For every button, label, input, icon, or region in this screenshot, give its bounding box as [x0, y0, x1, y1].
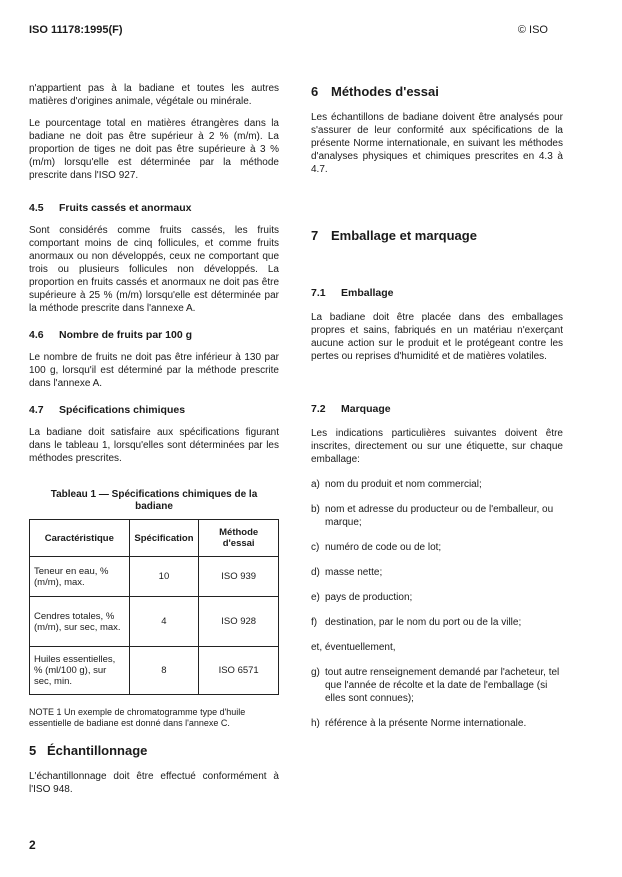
paragraph: La badiane doit satisfaire aux spécifications figurant dans le tableau 1, lorsqu'elles sont déterminées par les méthodes prescrites. — [29, 427, 279, 464]
section-heading-4-7: 4.7 Spécifications chimiques — [29, 404, 186, 416]
paragraph: Les échantillons de badiane doivent être analysés pour s'assurer de leur conformité aux spécifications de la présente Norme internationale, en suivant les méthodes d'analyses physiques et chimiques prescrites en 4.3 à 4.7. — [311, 112, 563, 175]
table-row — [30, 597, 279, 647]
marking-list — [311, 478, 563, 730]
copyright-mark: © ISO — [517, 24, 548, 36]
table-header-cell: Spécification — [129, 520, 199, 557]
table-header-row — [30, 520, 279, 557]
paragraph: et, éventuellement, — [311, 642, 396, 653]
list-item: f) destination, par le nom du port ou de la ville; — [311, 617, 522, 628]
section-heading-4-6: 4.6 Nombre de fruits par 100 g — [29, 329, 193, 341]
table-cell: Teneur en eau, % (m/m), max. — [30, 557, 130, 597]
table-header-cell: Méthode d'essai — [199, 520, 279, 557]
spec-table — [29, 519, 279, 695]
paragraph: Sont considérés comme fruits cassés, les fruits comportant moins de cinq follicules, et comme fruits anormaux ou non développés, ceux ne comportant que trois ou plusieurs follicules non développés. La proportion en fruits cassés et anormaux ne doit pas être supérieure à 25 % (m/m) lorsqu'elle est déterminée par la méthode prescrite dans l'annexe A. — [29, 225, 279, 314]
document-id: ISO 11178:1995(F) — [29, 24, 123, 36]
list-item: b) nom et adresse du producteur ou de l'emballeur, ou marque; — [311, 504, 554, 528]
table-cell: Cendres totales, % (m/m), sur sec, max. — [30, 597, 130, 647]
table-cell: Huiles essentielles, % (ml/100 g), sur sec, min. — [30, 647, 130, 695]
paragraph: Les indications particulières suivantes doivent être inscrites, directement ou sur une étiquette, sur chaque emballage: — [311, 428, 563, 465]
list-item: a) nom du produit et nom commercial; — [311, 479, 482, 490]
paragraph: Le nombre de fruits ne doit pas être inférieur à 130 par 100 g, lorsqu'il est déterminé par la méthode prescrite dans l'annexe A. — [29, 352, 279, 389]
right-column — [311, 82, 563, 730]
table-row — [30, 647, 279, 695]
section-heading-6: 6 Méthodes d'essai — [311, 84, 439, 99]
section-heading-7-1: 7.1 Emballage — [311, 287, 394, 299]
paragraph: La badiane doit être placée dans des emballages propres et sains, fabriqués en un matériau n'exerçant aucune action sur le produit et le protégeant contre les pertes ou reprises d'humidité et de matières volatiles. — [311, 312, 563, 362]
list-item: g) tout autre renseignement demandé par l'acheteur, tel que l'année de récolte et la date de l'emballage (si elles sont connues); — [311, 667, 560, 704]
section-heading-5: 5 Échantillonnage — [29, 743, 148, 758]
table-cell: 8 — [129, 647, 199, 695]
paragraph: L'échantillonnage doit être effectué conformément à l'ISO 948. — [29, 771, 279, 795]
list-item: c) numéro de code ou de lot; — [311, 542, 442, 553]
table-row — [30, 557, 279, 597]
list-item: d) masse nette; — [311, 567, 383, 578]
list-item: e) pays de production; — [311, 592, 413, 603]
table-caption: Tableau 1 — Spécifications chimiques de la badiane — [50, 489, 258, 512]
section-heading-7-2: 7.2 Marquage — [311, 403, 391, 415]
table-cell: ISO 928 — [199, 597, 279, 647]
paragraph: Le pourcentage total en matières étrangères dans la badiane ne doit pas être supérieur à 2 % (m/m). La proportion de tiges ne doit pas être supérieure à 3 % (m/m) lorsqu'elle est déterminée par la méthode prescrite dans l'ISO 927. — [29, 118, 279, 181]
paragraph: n'appartient pas à la badiane et toutes les autres matières d'origines animale, végétale ou minérale. — [29, 83, 279, 107]
table-header-cell: Caractéristique — [30, 520, 130, 557]
section-heading-4-5: 4.5 Fruits cassés et anormaux — [29, 202, 192, 214]
table-cell: ISO 6571 — [199, 647, 279, 695]
table-cell: 10 — [129, 557, 199, 597]
section-heading-7: 7 Emballage et marquage — [311, 228, 477, 243]
list-item: h) référence à la présente Norme internationale. — [311, 718, 527, 729]
left-column — [29, 82, 279, 796]
table-cell: 4 — [129, 597, 199, 647]
page-number: 2 — [29, 838, 36, 852]
table-note: NOTE 1 Un exemple de chromatogramme type d'huile essentielle de badiane est donné dans l'annexe C. — [29, 707, 246, 728]
table-cell: ISO 939 — [199, 557, 279, 597]
